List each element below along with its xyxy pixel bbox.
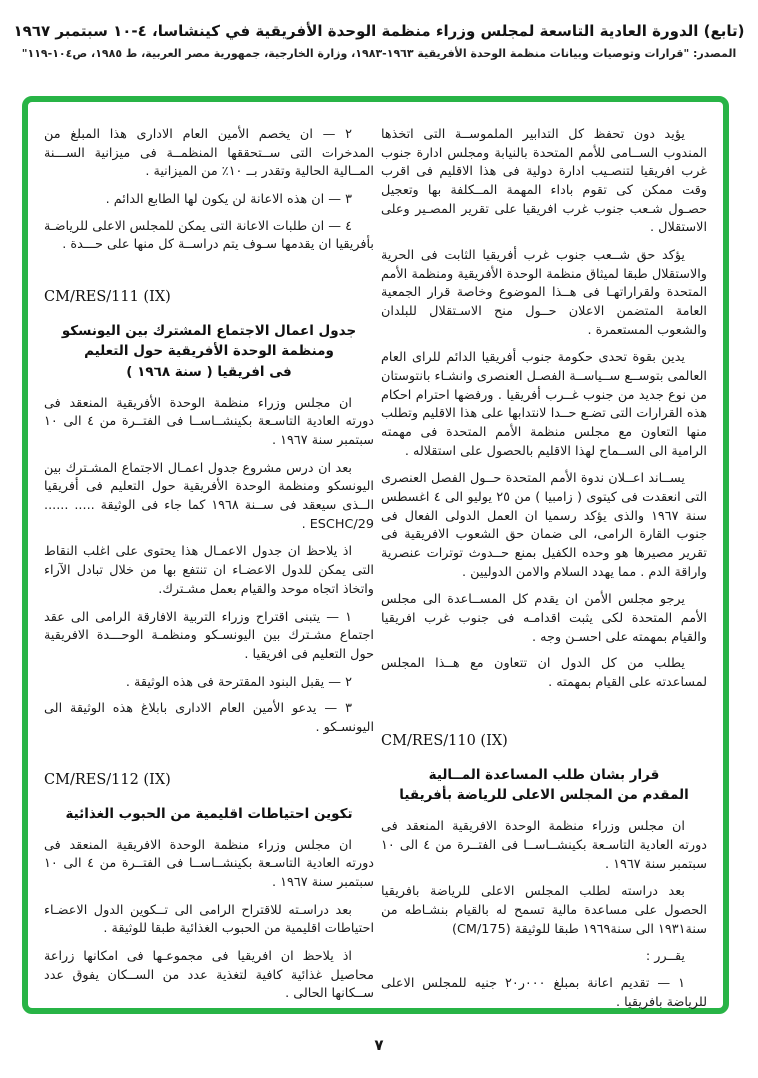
paragraph-regional-reserves-proposal: بعد دراسـته للاقتراح الرامى الى تــكوين الدول الاعضـاء احتياطات اقليمية من الحبوب الغذائية طبقا للوثيقة .: [44, 902, 374, 937]
session-title: (تابع) الدورة العادية التاسعة لمجلس وزراء منظمة الوحدة الأفريقية في كينشاسا، ٤-١٠ سبتمبر ١٩٦٧: [13, 22, 745, 40]
paragraph-africa-food-capacity: اذ يلاحظ ان افريقيا فى مجموعـها فى امكانها زراعة محاصيل غذائية كافية لتغذية عدد من الســكان يفوق عدد ســكانها الحالى .: [44, 949, 374, 1002]
page-header: [0, 22, 758, 60]
page-number: ٧: [374, 1036, 384, 1054]
paragraph-council-session: ان مجلس وزراء منظمة الوحدة الافريقية المنعقد فى دورته العادية التاسـعة بكينشــاســا فى الفتــرة من ٤ الى ١٠ سبتمبر سنة ١٩٦٧ .: [381, 819, 707, 872]
paragraph-sports-council-request: بعد دراسته لطلب المجلس الاعلى للرياضة بافريقيا الحصول على مساعدة مالية تسمح له بالقيام بنشـاطه من سنة١٩٣١ الى سنة١٩٦٩ طبقا للوثيقة (CM/175): [381, 884, 707, 937]
resolution-number-110: CM/RES/110 (IX): [381, 732, 508, 749]
resolution-112-title: [44, 804, 374, 824]
paragraph-decides: يقــرر :: [645, 949, 685, 965]
resolution-111-title-line1: جدول اعمال الاجتماع المشترك بين اليونسكو: [61, 323, 357, 340]
resolution-number-111: CM/RES/111 (IX): [44, 289, 171, 306]
paragraph-requests-security-council: يرجو مجلس الأمن ان يقدم كل المســاعدة الى مجلس الأمم المتحدة لكى يثبت اقدامـه فى جنوب غرب افريقيا والقيام بمهمته على احسـن وجه .: [381, 592, 707, 645]
resolution-111-title-line3: فى افريقيا ( سنة ١٩٦٨ ): [126, 363, 292, 380]
paragraph-deduct-from-savings: ٢ — ان يخصم الأمين العام الادارى هذا المبلغ من المدخرات التى ســتحققها المنظمــة فى ميزانية الســـنة المــالية الحالية وتقدر بــ ١٠٪ من الميزانية .: [44, 127, 374, 180]
paragraph-supports-measures: يؤيد دون تحفظ كل التدابير الملموســة التى اتخذها المندوب الســامى للأمم المتحدة بالنيابة ومجلس ادارة جنوب غرب افريقيا لتنصـيب ادارة دولية فى هذا الاقليم فى اقرب وقت ممكن كى تقوم باداء المهمة المــكلفة بها وتعجيل حصـول شـعب جنوب غرب افريقيا على تقرير المصـير وعلى الاستقلال .: [381, 127, 707, 236]
left-column: [44, 126, 374, 1013]
resolution-110-title-line2: المقدم من المجلس الاعلى للرياضة بأفريقيا: [399, 787, 689, 804]
paragraph-agenda-draft: بعد ان درس مشروع جدول اعمـال الاجتماع المشـترك بين اليونسكو ومنظمة الوحدة الأفريقية حول التعليم فى أفريقيا الــذى سيعقد فى ســنة ١٩٦٨ كما جاء فى الوثيقة ..... ...... ESCHC/29 .: [44, 460, 374, 532]
resolution-number-112: CM/RES/112 (IX): [44, 771, 171, 788]
paragraph-accepts-items: ٢ — يقبل البنود المقترحة فى هذه الوثيقة .: [125, 674, 352, 690]
paragraph-not-permanent: ٣ — ان هذه الاعانة لن يكون لها الطابع الدائم .: [105, 192, 352, 208]
green-border-frame: [22, 96, 729, 1014]
resolution-112-title-line1: تكوين احتياطات اقليمية من الحبوب الغذائية: [65, 805, 353, 822]
paragraph-supports-un-seminar: يســاند اعــلان ندوة الأمم المتحدة حــول الفصل العنصرى التى انعقدت فى كيتوى ( زامبيا ) من ٢٥ يوليو الى ٤ اغسطس سنة ١٩٦٧ والذى يؤكد رسميا ان العمل الدولى الفعال فى جنوب القارة الرامى، الى ضمان حق الشعوب الافريقية فى تقرير مصيرها هو وحده الكفيل بمنع حــدوث توترات عنصرية واراقة الدم . مما يهدد السلام والامن الدوليين .: [381, 471, 708, 580]
paragraph-condemns-apartheid: يدين بقوة تحدى حكومة جنوب أفريقيا الدائم للراى العام العالمى بتوســع ســياســة الفصـل العنصرى وانشـاء بانتوستان من نوع جديد من جنوب غــرب أفريقيا . ورفضها احترام احكام هذه القرارات التى تضـع حــدا لانتدابها على هذا الاقليم وتطلب منها التعاون مع مجلس منظمة الأمم المتحدة فى مهمته الرامية الى الســماح لهذا الاقليم بالحصول على استقلاله .: [381, 350, 707, 459]
resolution-110-title: [381, 765, 707, 806]
paragraph-adopts-proposal: ١ — يتبنى اقتراح وزراء التربية الافارقة الرامى الى عقد اجتماع مشـترك بين اليونسـكو ومنظمـة الوحـــدة الافريقية حول التعليم فى افريقيا .: [44, 609, 374, 662]
paragraph-requests-states-cooperation: يطلب من كل الدول ان تتعاون مع هــذا المجلس لمساعدته على القيام بمهمته .: [381, 656, 707, 691]
paragraph-council-session-111: ان مجلس وزراء منظمة الوحدة الأفريقية المنعقد فى دورته العادية التاسـعة بكينشــاســا فى الفتــرة من ٤ الى ١٠ سبتمبر سنة ١٩٦٧ .: [44, 395, 374, 449]
paragraph-case-by-case: ٤ — ان طلبات الاعانة التى يمكن للمجلس الاعلى للرياضـة بأفريقيا ان يقدمها سـوف يتم دراســة كل منها على حـــدة .: [44, 218, 374, 253]
paragraph-affirms-right: يؤكد حق شــعب جنوب غرب أفريقيا الثابت فى الحرية والاستقلال طبقا لميثاق منظمة الوحدة الأفريقية ومنظمة الأمم المتحدة ولقراراتهـا فى هــذا الموضوع وخاصة قرار الجمعية العامة المتضمن الاعلان حــول منح الاسـتقلال للبلدان والشعوب المستعمرة .: [381, 248, 707, 338]
resolution-111-title: [44, 321, 374, 382]
paragraph-grant-amount: ١ — تقديم اعانة بمبلغ ٠٠٠ر٢٠ جنيه للمجلس الاعلى للرياضة بافريقيا .: [381, 976, 707, 1010]
resolution-110-title-line1: قرار بشان طلب المساعدة المــالية: [428, 766, 660, 783]
paragraph-council-session-112: ان مجلس وزراء منظمة الوحدة الافريقية المنعقد فى دورته العادية التاسـعة بكينشــاســا فى الفتــرة من ٤ الى ١٠ سبتمبر سنة ١٩٦٧ .: [44, 837, 374, 891]
two-column-layout: [28, 102, 723, 1008]
resolution-111-title-line2: ومنظمة الوحدة الأفريقية حول التعليم: [84, 343, 334, 360]
paragraph-invites-secretary: ٣ — يدعو الأمين العام الادارى بابلاغ هذه الوثيقة الى اليونسـكو .: [44, 701, 374, 735]
right-column: [381, 126, 707, 1021]
paragraph-notes-agenda-points: اذ يلاحظ ان جدول الاعمـال هذا يحتوى على اغلب النقاط التى يمكن للدول الاعضـاء ان تنتفع بها من خلال تبادل الآراء واتخاذ اتجاه موحد والقيام بعمل مشـترك.: [44, 544, 374, 597]
source-citation: المصدر: "قرارات وتوصيات وبيانات منظمة الوحدة الأفريقية ١٩٦٣-١٩٨٣، وزارة الخارجية، جمهورية مصر العربية، ط ١٩٨٥، ص١٠٤-١١٩": [21, 47, 737, 60]
